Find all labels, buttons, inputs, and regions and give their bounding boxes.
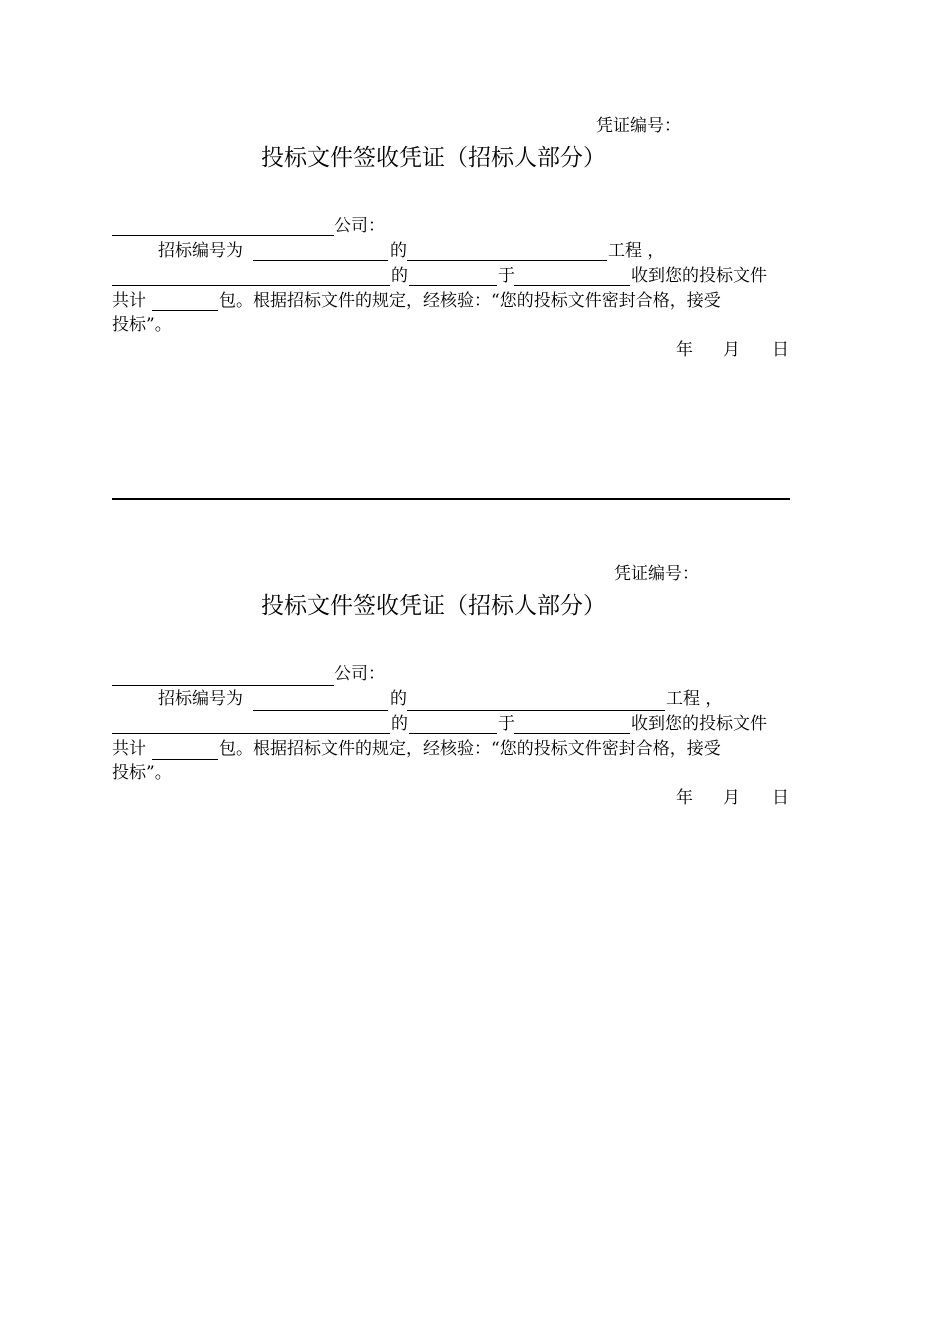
bidder-name-blank[interactable] [112,733,390,734]
tender-number-label: 招标编号为 [158,241,243,261]
company-name-blank[interactable] [112,685,334,686]
location-blank[interactable] [514,733,630,734]
bid-end-text: 投标”。 [112,315,172,335]
project-label: 工程 ， [666,689,723,709]
voucher-number-label: 凭证编号： [596,116,681,136]
package-count-blank[interactable] [152,310,218,311]
package-count-blank[interactable] [152,759,218,760]
bidder-name-blank[interactable] [112,285,390,286]
at-label: 于 [498,714,515,734]
receipt-title: 投标文件签收凭证（招标人部分） [261,593,606,619]
receipt-section-1 [0,0,950,360]
of-label: 的 [391,266,408,286]
receipt-title: 投标文件签收凭证（招标人部分） [261,145,606,171]
voucher-number-label: 凭证编号： [614,564,699,584]
packages-statement: 包。根据招标文件的规定，经核验：“您的投标文件密封合格，接受 [219,291,721,311]
project-name-blank[interactable] [407,710,665,711]
tender-number-blank[interactable] [253,710,388,711]
date-day: 日 [772,340,789,360]
date-year: 年 [676,788,693,808]
company-name-blank[interactable] [112,235,334,236]
date-month: 月 [723,340,740,360]
of-label: 的 [390,689,407,709]
at-label: 于 [498,266,515,286]
project-name-blank[interactable] [407,260,607,261]
of-label: 的 [390,241,407,261]
time-blank[interactable] [409,285,497,286]
received-text: 收到您的投标文件 [631,266,767,286]
date-month: 月 [723,788,740,808]
receipt-section-2 [0,448,950,808]
total-label: 共计 [112,739,146,759]
time-blank[interactable] [409,733,497,734]
project-label: 工程 ， [608,241,665,261]
bid-end-text: 投标”。 [112,763,172,783]
packages-statement: 包。根据招标文件的规定，经核验：“您的投标文件密封合格，接受 [219,739,721,759]
date-day: 日 [772,788,789,808]
date-year: 年 [676,340,693,360]
of-label: 的 [391,714,408,734]
total-label: 共计 [112,291,146,311]
tender-number-blank[interactable] [253,260,388,261]
company-label: 公司： [334,216,385,236]
company-label: 公司： [334,664,385,684]
tender-number-label: 招标编号为 [158,689,243,709]
location-blank[interactable] [514,285,630,286]
received-text: 收到您的投标文件 [631,714,767,734]
